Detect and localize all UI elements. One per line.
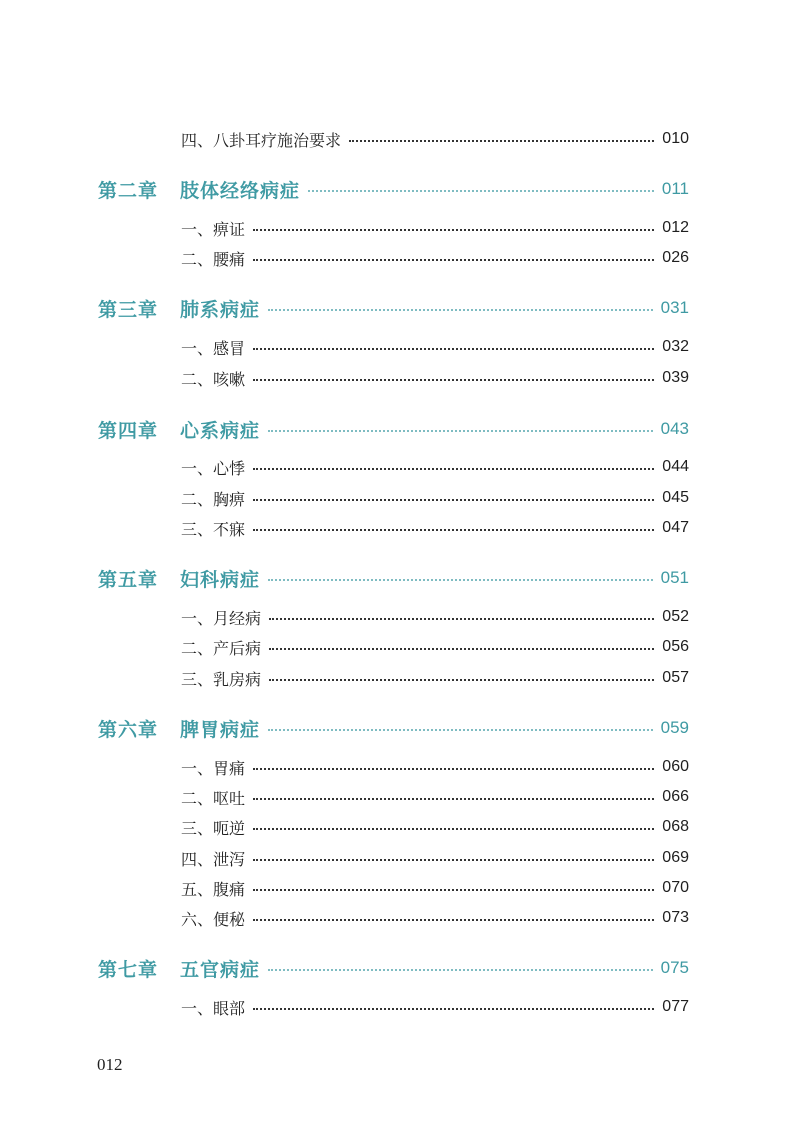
page-ref: 075 [660,958,689,977]
dot-leader [253,499,654,501]
chapter-title: 五官病症 [180,958,261,981]
page-ref: 051 [660,568,689,587]
dot-leader [253,859,654,861]
dot-leader [253,1008,654,1010]
chapter-number: 第三章 [98,298,159,321]
dot-leader [253,828,654,830]
section-title: 四、八卦耳疗施治要求 [181,130,342,150]
page-ref: 070 [662,879,689,896]
page-ref: 012 [662,219,689,236]
toc-section-entry[interactable] [181,994,689,1020]
toc-section-entry[interactable] [181,126,689,152]
dot-leader [269,648,654,650]
toc-section-entry[interactable] [181,485,689,511]
chapter-title: 脾胃病症 [180,718,261,741]
toc-section-entry[interactable] [181,875,689,901]
section-title: 四、泄泻 [181,849,246,869]
chapter-number: 第六章 [98,718,159,741]
dot-leader [268,729,653,731]
page-ref: 026 [662,249,689,266]
dot-leader [253,919,654,921]
dot-leader [253,798,654,800]
section-title: 二、胸痹 [181,489,246,509]
page-ref: 010 [662,130,689,147]
dot-leader [269,618,654,620]
dot-leader [253,379,654,381]
page-ref: 043 [660,419,689,438]
section-title: 三、呃逆 [181,818,246,838]
dot-leader [268,579,653,581]
page-ref: 059 [660,718,689,737]
page-ref: 032 [662,338,689,355]
chapter-title: 肺系病症 [180,298,261,321]
section-title: 三、不寐 [181,519,246,539]
page-ref: 031 [660,298,689,317]
toc-section-entry[interactable] [181,905,689,931]
section-title: 二、腰痛 [181,249,246,269]
toc-section-entry[interactable] [181,604,689,630]
section-title: 六、便秘 [181,909,246,929]
section-title: 二、产后病 [181,638,262,658]
page-ref: 057 [662,669,689,686]
chapter-number: 第五章 [98,568,159,591]
chapter-number: 第四章 [98,419,159,442]
dot-leader [269,679,654,681]
page-ref: 068 [662,818,689,835]
page-ref: 077 [662,998,689,1015]
page-ref: 052 [662,608,689,625]
section-title: 一、感冒 [181,338,246,358]
toc-section-entry[interactable] [181,245,689,271]
toc-chapter-entry[interactable] [98,713,689,743]
chapter-number: 第二章 [98,179,159,202]
dot-leader [253,889,654,891]
dot-leader [253,259,654,261]
toc-section-entry[interactable] [181,754,689,780]
page-number: 012 [97,1055,123,1074]
section-title: 一、心悸 [181,458,246,478]
dot-leader [268,309,653,311]
toc-chapter-entry[interactable] [98,174,689,204]
toc-section-entry[interactable] [181,814,689,840]
toc-chapter-entry[interactable] [98,293,689,323]
page-ref: 066 [662,788,689,805]
dot-leader [253,348,654,350]
section-title: 三、乳房病 [181,669,262,689]
page-ref: 045 [662,489,689,506]
toc-section-entry[interactable] [181,665,689,691]
dot-leader [253,468,654,470]
chapter-number: 第七章 [98,958,159,981]
dot-leader [253,229,654,231]
toc-section-entry[interactable] [181,634,689,660]
toc-section-entry[interactable] [181,845,689,871]
dot-leader [253,529,654,531]
page-ref: 060 [662,758,689,775]
dot-leader [253,768,654,770]
page-ref: 044 [662,458,689,475]
page-ref: 039 [662,369,689,386]
section-title: 一、月经病 [181,608,262,628]
page-ref: 069 [662,849,689,866]
dot-leader [308,190,654,192]
dot-leader [268,430,653,432]
toc-section-entry[interactable] [181,784,689,810]
chapter-title: 妇科病症 [180,568,261,591]
section-title: 一、胃痛 [181,758,246,778]
toc-section-entry[interactable] [181,515,689,541]
section-title: 二、咳嗽 [181,369,246,389]
page-ref: 056 [662,638,689,655]
toc-section-entry[interactable] [181,365,689,391]
toc-chapter-entry[interactable] [98,953,689,983]
page-ref: 073 [662,909,689,926]
dot-leader [349,140,654,142]
section-title: 二、呕吐 [181,788,246,808]
toc-chapter-entry[interactable] [98,414,689,444]
dot-leader [268,969,653,971]
section-title: 一、眼部 [181,998,246,1018]
chapter-title: 肢体经络病症 [180,179,301,202]
toc-section-entry[interactable] [181,334,689,360]
page-ref: 047 [662,519,689,536]
toc-section-entry[interactable] [181,454,689,480]
toc-section-entry[interactable] [181,215,689,241]
toc-chapter-entry[interactable] [98,563,689,593]
section-title: 一、痹证 [181,219,246,239]
chapter-title: 心系病症 [180,419,261,442]
page-ref: 011 [661,179,689,198]
section-title: 五、腹痛 [181,879,246,899]
